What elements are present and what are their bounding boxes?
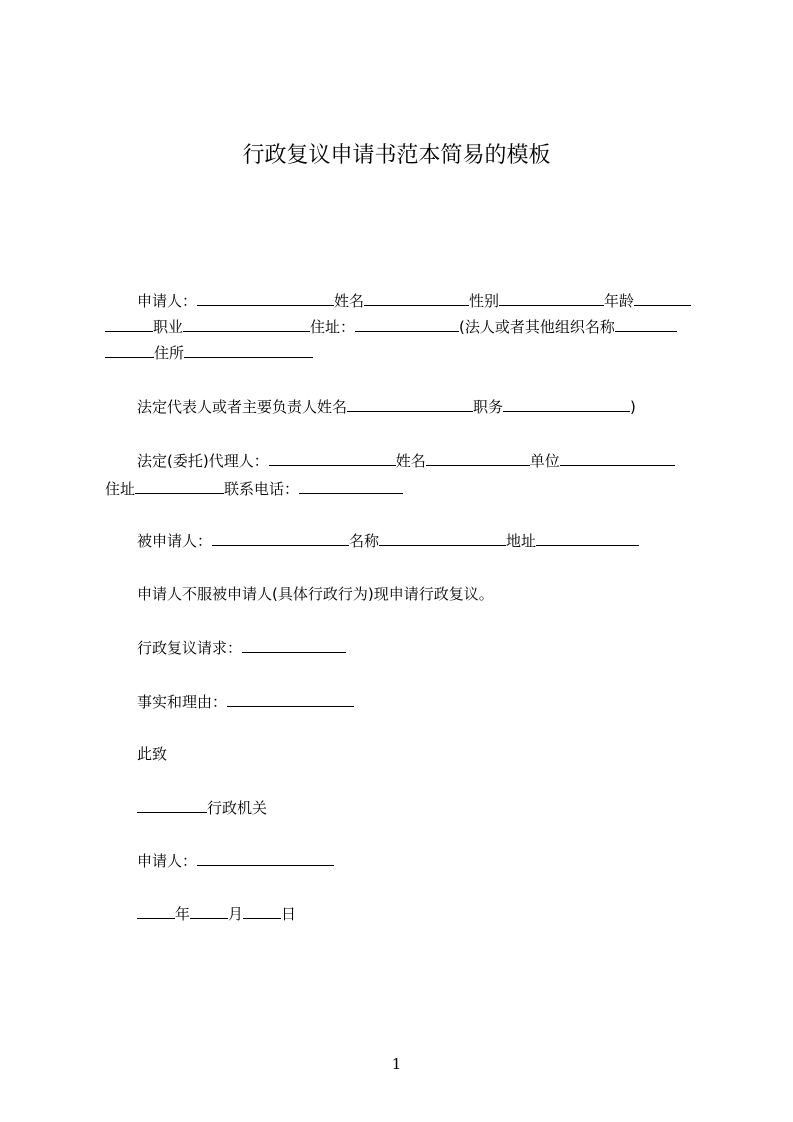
page-number: 1 <box>391 1055 402 1073</box>
year-blank[interactable] <box>137 903 175 919</box>
request-line <box>137 635 346 661</box>
phone-blank[interactable] <box>299 478 403 494</box>
position-blank[interactable] <box>503 396 630 412</box>
residence-label: 住所 <box>154 344 185 362</box>
month-label: 月 <box>228 905 244 923</box>
org-label: (法人或者其他组织名称 <box>459 318 615 336</box>
respondent-label: 被申请人： <box>137 532 213 550</box>
respondent-line <box>137 528 639 554</box>
occupation-label: 职业 <box>153 318 184 336</box>
day-blank[interactable] <box>243 903 281 919</box>
statement-text: 申请人不服被申请人(具体行政行为)现申请行政复议。 <box>137 585 494 603</box>
age-blank-cont[interactable] <box>105 316 153 332</box>
facts-blank[interactable] <box>227 691 354 707</box>
phone-label: 联系电话： <box>224 480 300 498</box>
day-label: 日 <box>281 905 297 923</box>
agent-blank[interactable] <box>269 450 396 466</box>
agent-address-blank[interactable] <box>135 478 224 494</box>
agent-name-blank[interactable] <box>426 450 530 466</box>
applicant-line-1 <box>137 288 691 314</box>
residence-blank[interactable] <box>184 342 313 358</box>
position-label: 职务 <box>473 398 504 416</box>
agent-line-2 <box>105 476 403 502</box>
respondent-address-label: 地址 <box>506 532 537 550</box>
salutation: 此致 <box>137 745 168 763</box>
request-label: 行政复议请求： <box>137 639 243 657</box>
month-blank[interactable] <box>190 903 228 919</box>
org-blank-cont[interactable] <box>105 342 154 358</box>
agent-name-label: 姓名 <box>395 452 426 470</box>
applicant-blank[interactable] <box>197 290 334 306</box>
gender-blank[interactable] <box>499 290 604 306</box>
agent-line-1 <box>137 448 675 474</box>
legal-rep-label: 法定代表人或者主要负责人姓名 <box>137 398 348 416</box>
sign-line <box>137 848 334 874</box>
facts-line <box>137 689 354 715</box>
legal-rep-line <box>137 394 636 420</box>
agency-blank[interactable] <box>137 797 207 813</box>
applicant-label: 申请人： <box>137 292 198 310</box>
address-blank[interactable] <box>355 316 459 332</box>
facts-label: 事实和理由： <box>137 693 228 711</box>
respondent-blank[interactable] <box>212 530 349 546</box>
age-label: 年龄 <box>604 292 635 310</box>
unit-blank[interactable] <box>560 450 675 466</box>
sign-blank[interactable] <box>197 850 334 866</box>
address-label: 住址： <box>310 318 356 336</box>
respondent-name-label: 名称 <box>349 532 380 550</box>
applicant-line-2 <box>105 314 677 340</box>
request-blank[interactable] <box>242 637 346 653</box>
date-line <box>137 901 296 927</box>
agent-label: 法定(委托)代理人： <box>137 452 269 470</box>
year-label: 年 <box>175 905 191 923</box>
applicant-line-3 <box>105 340 313 366</box>
name-label: 姓名 <box>334 292 365 310</box>
document-title: 行政复议申请书范本简易的模板 <box>242 143 551 168</box>
name-blank[interactable] <box>364 290 469 306</box>
agency-label: 行政机关 <box>207 799 268 817</box>
agent-address-label: 住址 <box>105 480 136 498</box>
respondent-address-blank[interactable] <box>536 530 639 546</box>
gender-label: 性别 <box>469 292 500 310</box>
sign-label: 申请人： <box>137 852 198 870</box>
org-blank[interactable] <box>615 316 677 332</box>
legal-rep-blank[interactable] <box>347 396 473 412</box>
occupation-blank[interactable] <box>183 316 310 332</box>
age-blank[interactable] <box>634 290 691 306</box>
close-paren: ) <box>630 398 636 416</box>
unit-label: 单位 <box>529 452 560 470</box>
respondent-name-blank[interactable] <box>379 530 506 546</box>
agency-line <box>137 795 267 821</box>
